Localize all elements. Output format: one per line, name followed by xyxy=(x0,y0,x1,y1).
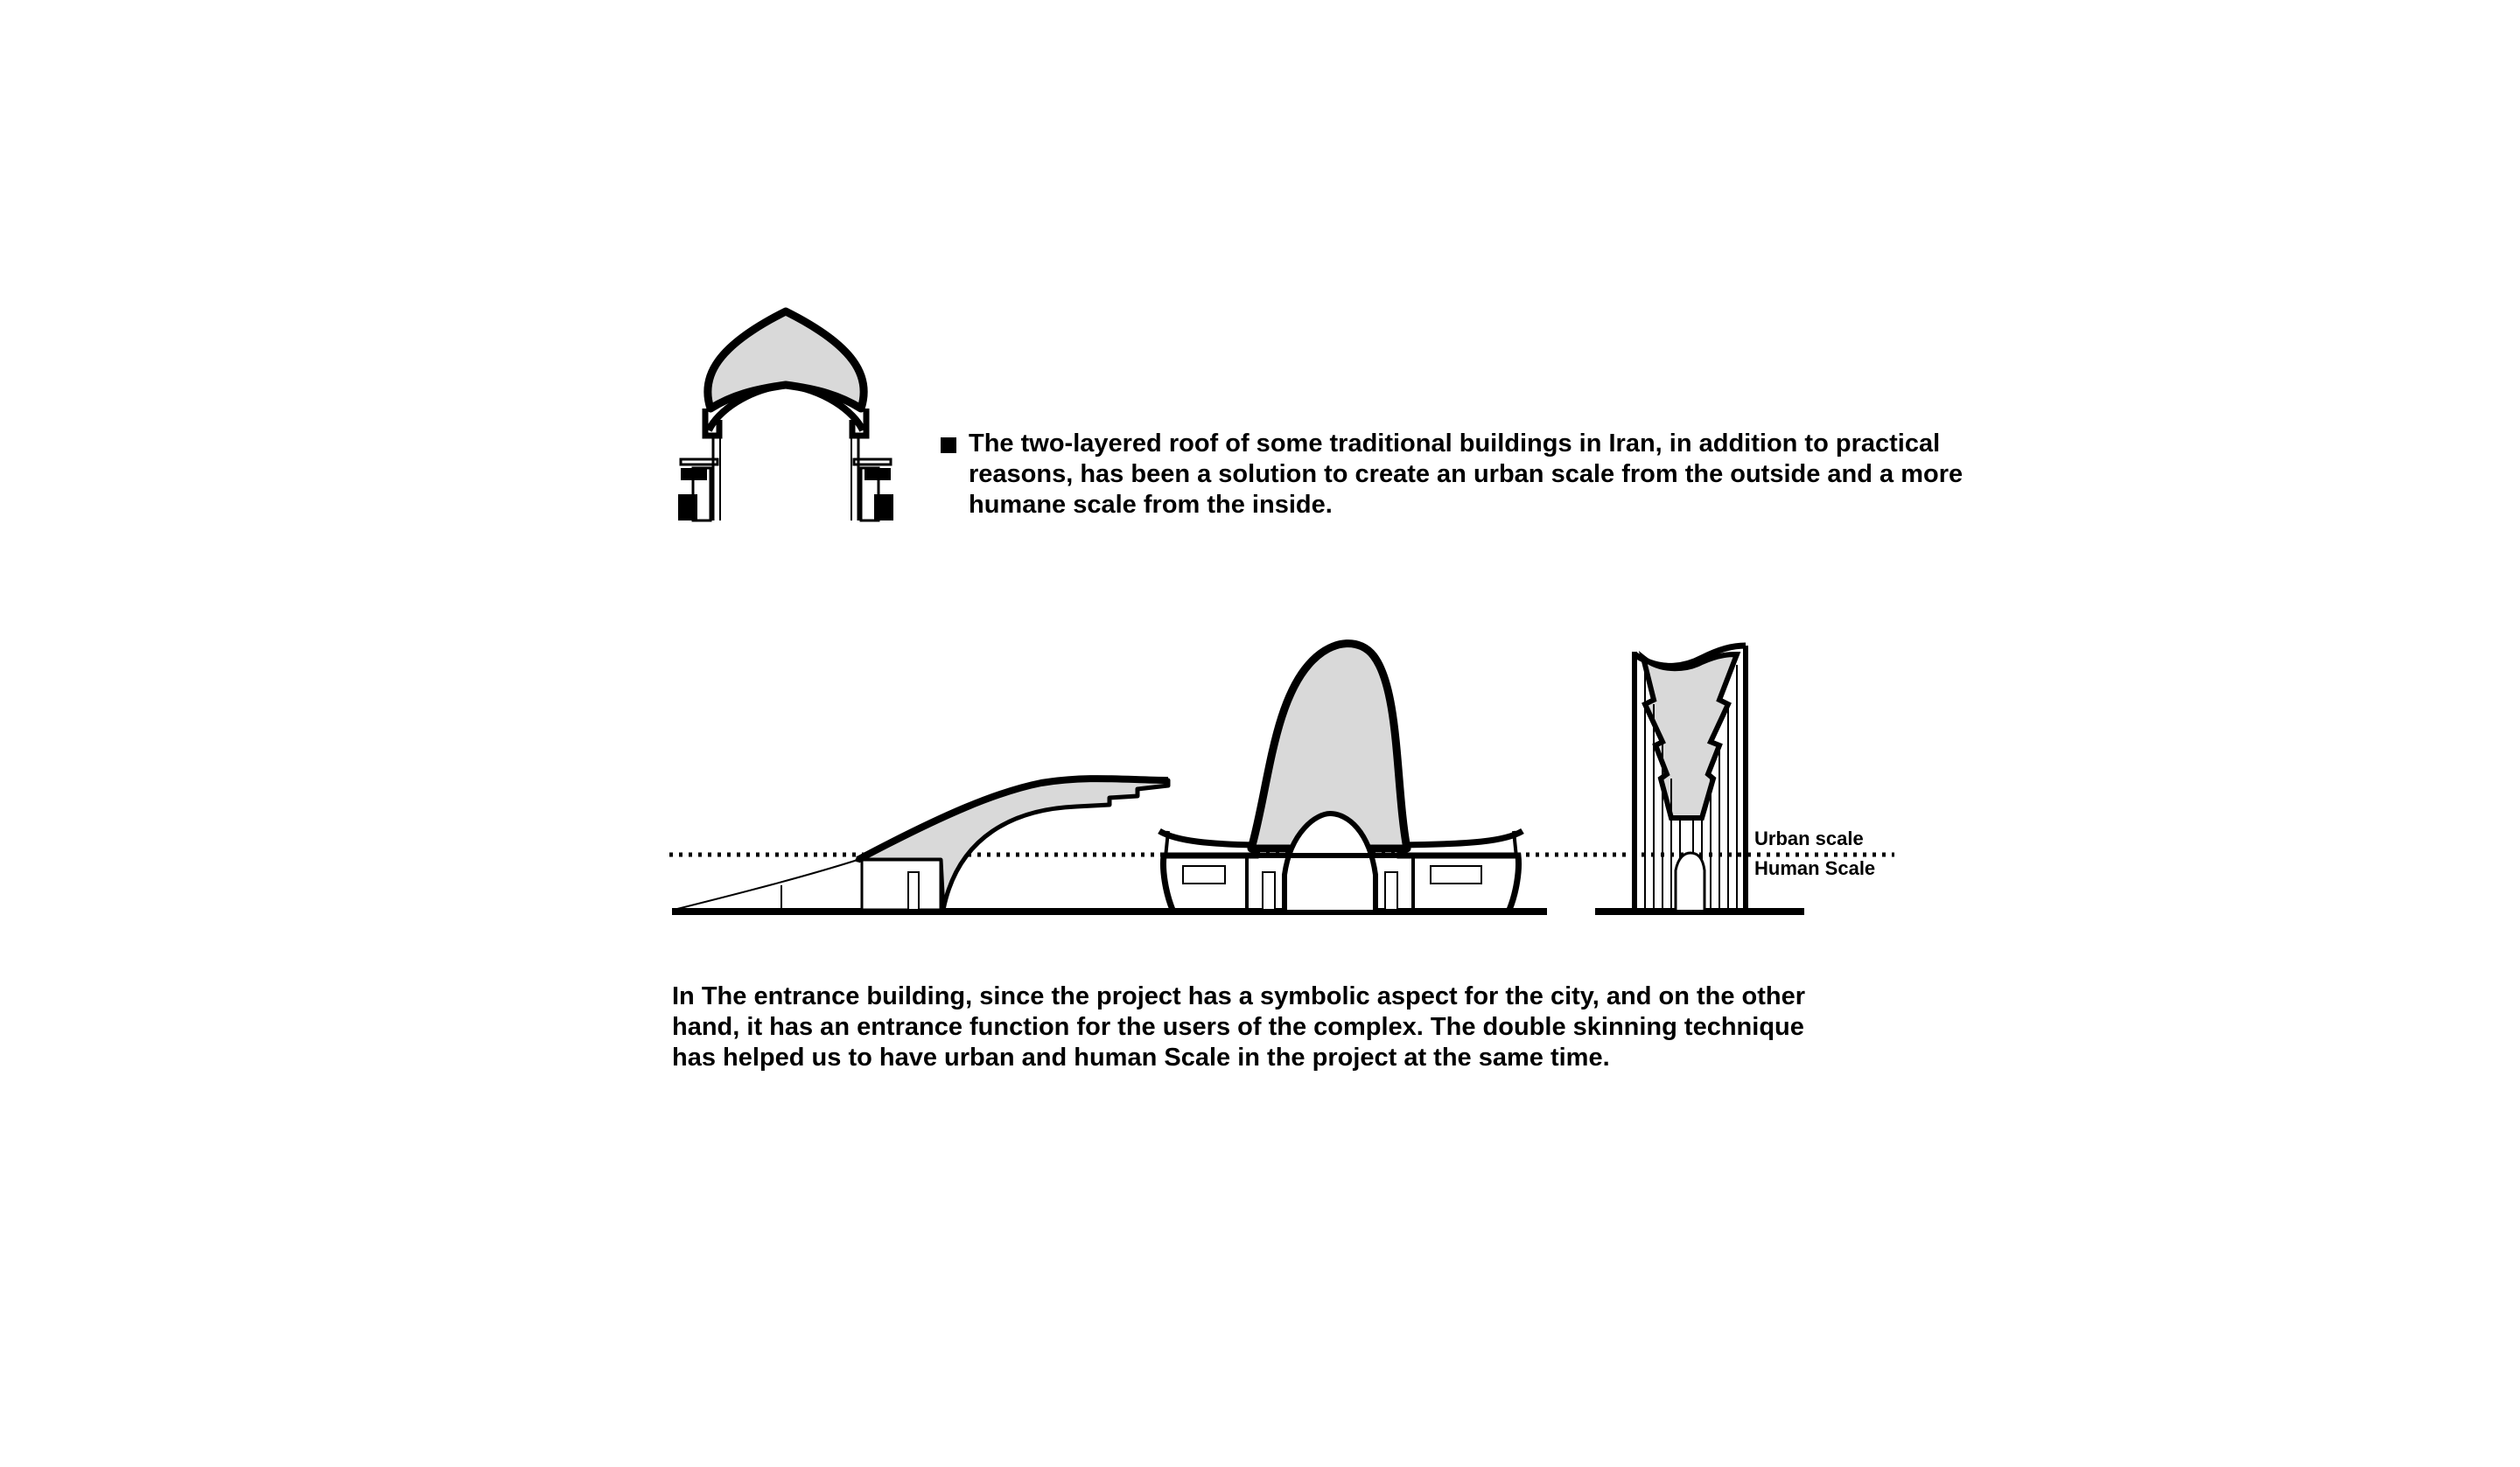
left-wing-roof xyxy=(1159,831,1256,910)
right-wing-roof xyxy=(1400,831,1522,910)
left-wing-window xyxy=(1183,866,1225,884)
left-base xyxy=(678,494,697,520)
caption-text: In The entrance building, since the project has a symbolic aspect for the city, and on the other hand, it has an entrance function for the users of the complex. The double skinning technique has helped us to have urban and human Scale in the project at the same time. xyxy=(672,982,1806,1072)
hall-right-door xyxy=(1385,872,1397,910)
urban-scale-label: Urban scale xyxy=(1754,828,1864,849)
human-scale-label: Human Scale xyxy=(1754,857,1876,879)
hall-left-door xyxy=(1263,872,1275,910)
tower-inner-shell xyxy=(1643,654,1737,818)
canopy-door xyxy=(908,872,919,910)
right-base xyxy=(874,494,893,520)
outer-dome-shell xyxy=(708,311,864,409)
tower-doorway xyxy=(1676,853,1704,910)
right-capital xyxy=(864,468,891,480)
left-capital xyxy=(681,468,707,480)
traditional-dome-section xyxy=(678,311,893,520)
intro-text: The two-layered roof of some traditional buildings in Iran, in addition to practical reasons, has been a solution to create an urban scale from the outside and a more humane scale from the inside. xyxy=(969,430,1964,519)
dome-drum xyxy=(705,409,866,436)
canopy-building-section xyxy=(674,779,1168,910)
bullet-square-icon xyxy=(941,437,956,453)
canopy-room xyxy=(862,860,941,910)
tower-section xyxy=(1634,646,1746,910)
entrance-building-section xyxy=(1159,644,1522,910)
canopy-ramp xyxy=(674,860,858,910)
right-wing-window xyxy=(1431,866,1481,884)
